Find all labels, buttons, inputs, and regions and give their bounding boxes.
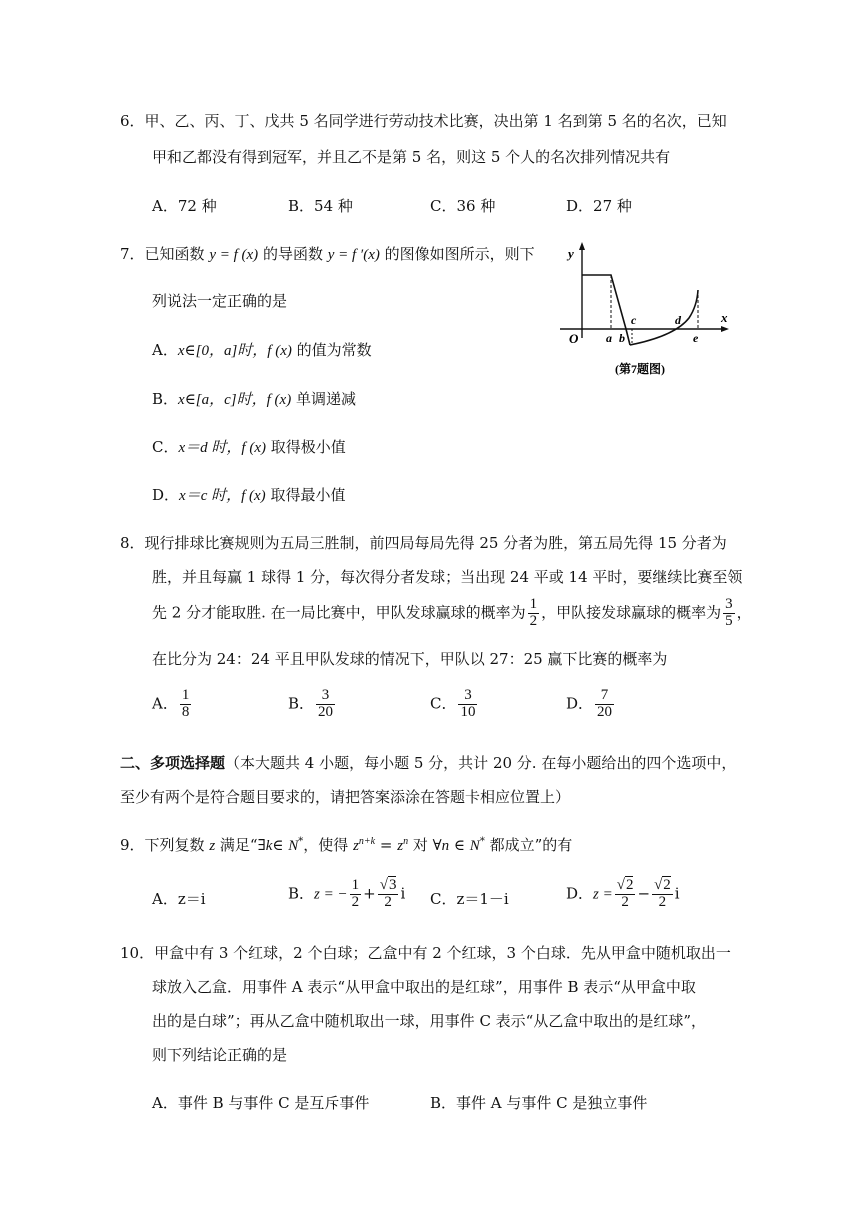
q7-option-d [152, 484, 345, 505]
option-condition: x∈[0，a]时， [177, 343, 268, 359]
option-text: 的值为常数 [291, 341, 372, 359]
option-label: B． [288, 694, 315, 713]
label-x: x [721, 310, 728, 325]
q7-derivative: y = f ′(x) [327, 247, 380, 263]
denominator: 10 [460, 703, 476, 720]
denominator: 8 [181, 703, 190, 720]
q8-option-b [288, 688, 337, 721]
denominator: 20 [318, 703, 334, 720]
option-fraction [595, 688, 614, 721]
q8-text: 先 2 分才能取胜. 在一局比赛中，甲队发球赢球的概率为 [152, 603, 526, 622]
q9-var: z [353, 838, 359, 854]
numerator: √2 [616, 877, 634, 893]
option-condition: x＝d 时， [178, 440, 242, 456]
q9-var: z [397, 838, 404, 854]
option-label: C． [430, 694, 457, 713]
option-imaginary: i [674, 884, 680, 903]
q8-fraction-1 [528, 597, 540, 630]
q8-line-2: 胜，并且每赢 1 球得 1 分，每次得分者发球；当出现 24 平或 14 平时，要继续比赛至领 [152, 568, 743, 586]
option-fraction [615, 878, 636, 911]
section-title: 二、多项选择题 [120, 754, 226, 772]
section-2-line-1 [120, 752, 736, 773]
numerator: 1 [351, 877, 360, 893]
q10-option-b: B．事件 A 与事件 C 是独立事件 [430, 1094, 648, 1112]
q9-set: N [288, 838, 299, 854]
option-expr: z = [593, 886, 613, 903]
q9-sup: * [479, 836, 485, 847]
q9-stem [120, 834, 572, 855]
q9-text: = [375, 836, 398, 854]
numerator: 3 [725, 596, 733, 612]
q9-text: ∈ [449, 836, 470, 854]
q6-line-1: 6．甲、乙、丙、丁、戊共 5 名同学进行劳动技术比赛，决出第 1 名到第 5 名的名次，已知 [120, 112, 727, 130]
q7-option-a [152, 339, 372, 360]
label-origin: O [569, 331, 579, 346]
q6-option-b: B．54 种 [288, 197, 353, 215]
numerator: 3 [316, 688, 335, 705]
q9-sup: n [403, 836, 409, 847]
denominator: 5 [725, 612, 733, 629]
option-expr: z = − [314, 886, 348, 903]
option-imaginary: i [400, 884, 406, 903]
q6-line-2: 甲和乙都没有得到冠军，并且乙不是第 5 名，则这 5 个人的名次排列情况共有 [152, 148, 671, 166]
option-fraction [458, 688, 477, 721]
q9-option-a: A．z＝i [152, 890, 206, 908]
denominator: 2 [384, 893, 392, 910]
option-fraction [350, 878, 362, 911]
q7-option-c [152, 436, 346, 457]
option-function: f (x) [266, 392, 292, 408]
numerator: √3 [379, 877, 397, 893]
numerator: 7 [595, 688, 614, 705]
numerator: 3 [458, 688, 477, 705]
section-description: （本大题共 4 小题，每小题 5 分，共计 20 分. 在每小题给出的四个选项中， [225, 754, 737, 772]
q9-text: ∈ [272, 836, 289, 854]
q8-fraction-2 [723, 597, 735, 630]
option-operator: − [637, 884, 651, 903]
q9-text: 9．下列复数 [120, 836, 210, 854]
q8-option-c [430, 688, 479, 721]
denominator: 2 [529, 612, 538, 629]
option-text: 取得最小值 [265, 486, 346, 504]
q6-option-d: D．27 种 [566, 197, 632, 215]
q9-text: 都成立”的有 [484, 836, 573, 854]
option-label: B． [288, 884, 315, 903]
figure-caption: (第7题图) [615, 362, 665, 376]
q8-line-1: 8．现行排球比赛规则为五局三胜制，前四局每局先得 25 分者为胜，第五局先得 15 分者为 [120, 534, 727, 552]
radicand: 2 [663, 877, 671, 893]
x-axis-arrow [721, 326, 729, 332]
derivative-curve-right [630, 290, 698, 345]
q9-sup: * [298, 836, 304, 847]
q9-var: k [265, 838, 273, 854]
option-text: 单调递减 [291, 390, 356, 408]
option-condition: x＝c 时， [179, 488, 242, 504]
q9-option-b [288, 878, 405, 911]
q10-line-3: 出的是白球”；再从乙盒中随机取出一球，用事件 C 表示“从乙盒中取出的是红球”， [152, 1012, 707, 1030]
q9-text: ，使得 [303, 836, 354, 854]
option-label: A． [152, 694, 178, 713]
denominator: 2 [658, 893, 667, 910]
q9-text: 对 ∀ [408, 836, 442, 854]
q8-option-d [566, 688, 616, 721]
denominator: 2 [351, 893, 360, 910]
option-function: f (x) [267, 343, 292, 359]
q7-text: 的图像如图所示，则下 [379, 245, 535, 263]
q8-line-3 [152, 597, 752, 630]
q10-line-2: 球放入乙盒．用事件 A 表示“从甲盒中取出的是红球”，用事件 B 表示“从甲盒中取 [152, 978, 696, 996]
option-label: C． [152, 438, 179, 456]
q9-var: n [441, 838, 450, 854]
numerator: √2 [654, 877, 671, 893]
option-function: f (x) [241, 488, 266, 504]
q9-option-d [566, 878, 680, 911]
option-text: 取得极小值 [265, 438, 346, 456]
option-fraction [180, 688, 192, 721]
q7-text: 7．已知函数 [120, 245, 210, 263]
q6-option-c: C．36 种 [430, 197, 496, 215]
q7-option-b [152, 388, 356, 409]
label-a: a [606, 331, 612, 345]
option-label: A． [152, 341, 178, 359]
q10-option-a: A．事件 B 与事件 C 是互斥事件 [152, 1094, 370, 1112]
radicand: 2 [625, 877, 634, 893]
numerator: 1 [529, 596, 538, 612]
label-d: d [675, 313, 681, 327]
label-e: e [693, 331, 699, 345]
option-fraction [652, 878, 673, 911]
numerator: 1 [181, 687, 190, 703]
q10-line-1: 10．甲盒中有 3 个红球，2 个白球；乙盒中有 2 个红球，3 个白球．先从甲盒中随机取出一 [120, 944, 731, 962]
q9-text: 满足“∃ [215, 836, 266, 854]
label-c: c [631, 313, 637, 327]
label-y: y [568, 246, 574, 261]
denominator: 20 [597, 703, 613, 720]
option-label: D． [152, 486, 180, 504]
q9-set: N [469, 838, 480, 854]
option-fraction [316, 688, 335, 721]
q9-sup: n+k [358, 836, 376, 847]
q9-var: z [209, 838, 216, 854]
option-function: f (x) [241, 440, 266, 456]
q7-function: y = f (x) [209, 247, 259, 263]
q8-text: ，甲队接发球赢球的概率为 [541, 603, 722, 622]
section-2-line-2: 至少有两个是符合题目要求的，请把答案添涂在答题卡相应位置上） [120, 788, 571, 806]
q8-text: ， [736, 603, 752, 622]
option-label: D． [566, 884, 594, 903]
q8-line-4: 在比分为 24：24 平且甲队发球的情况下，甲队以 27：25 赢下比赛的概率为 [152, 650, 668, 668]
q7-line-2: 列说法一定正确的是 [152, 292, 288, 310]
q7-derivative-graph [555, 238, 735, 383]
q9-option-c: C．z＝1－i [430, 890, 509, 908]
denominator: 2 [621, 893, 629, 910]
q7-line-1 [120, 243, 535, 264]
label-b: b [619, 331, 625, 345]
option-label: D． [566, 694, 594, 713]
q10-line-4: 则下列结论正确的是 [152, 1046, 288, 1064]
q7-text: 的导函数 [258, 245, 328, 263]
q8-option-a [152, 688, 193, 721]
radicand: 3 [388, 877, 397, 893]
q6-option-a: A．72 种 [152, 197, 217, 215]
option-condition: x∈[a，c]时， [178, 392, 267, 408]
option-fraction [378, 878, 399, 911]
option-operator: + [363, 884, 376, 903]
option-label: B． [152, 390, 179, 408]
y-axis-arrow [579, 242, 585, 250]
